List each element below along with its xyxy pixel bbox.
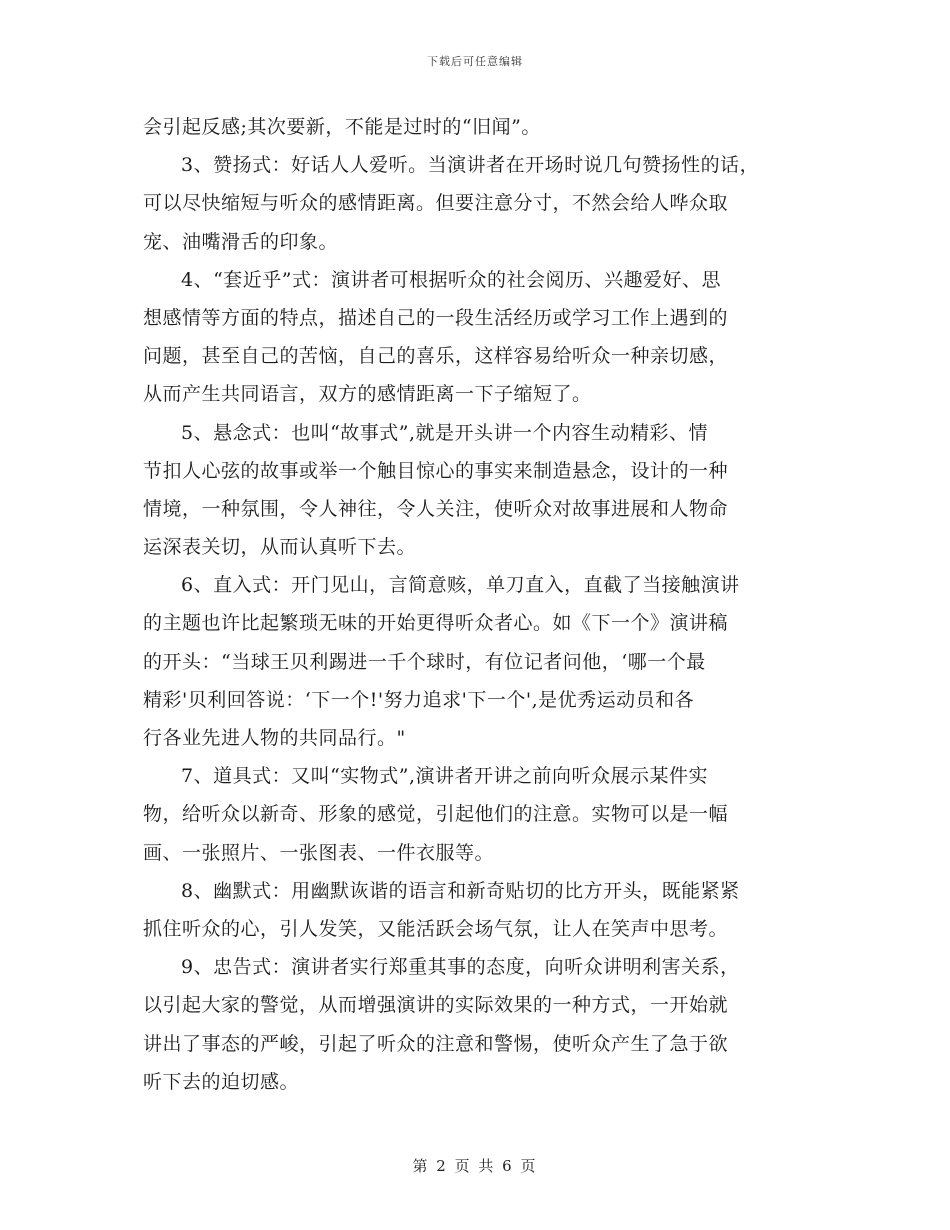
text-line: 画、一张照片、一张图表、一件衣服等。 [143,841,495,864]
paragraph-first-line: 5、悬念式：也叫“故事式”,就是开头讲一个内容生动精彩、情 [181,421,709,444]
text-line: 行各业先进人物的共同品行。" [143,727,406,749]
paragraph-first-line: 8、幽默式：用幽默诙谐的语言和新奇贴切的比方开头，既能紧紧 [181,879,740,902]
paragraph-first-line: 3、赞扬式：好话人人爱听。当演讲者在开场时说几句赞扬性的话， [181,154,760,177]
page-header: 下载后可任意编辑 [427,55,523,68]
text-line: 讲出了事态的严峻，引起了听众的注意和警惕，使听众产生了急于欲 [143,1032,729,1055]
paragraph-first-line: 7、道具式：又叫“实物式”,演讲者开讲之前向听众展示某件实 [181,765,709,788]
text-line: 问题，甚至自己的苦恼，自己的喜乐，这样容易给听众一种亲切感， [143,345,729,368]
text-line: 会引起反感;其次要新，不能是过时的“旧闻”。 [143,116,541,138]
text-line: 精彩'贝利回答说：‘下一个!'努力追求'下一个',是优秀运动员和各 [143,688,695,711]
text-line: 抓住听众的心，引人发笑，又能活跃会场气氛，让人在笑声中思考。 [143,917,729,940]
text-line: 可以尽快缩短与听众的感情距离。但要注意分寸，不然会给人哗众取 [143,192,729,215]
text-line: 听下去的迫切感。 [143,1070,300,1093]
text-line: 想感情等方面的特点，描述自己的一段生活经历或学习工作上遇到的 [143,306,729,329]
paragraph-first-line: 4、“套近乎”式：演讲者可根据听众的社会阅历、兴趣爱好、思 [181,268,722,291]
text-line: 物，给听众以新奇、形象的感觉，引起他们的注意。实物可以是一幅 [143,803,729,826]
text-line: 节扣人心弦的故事或举一个触目惊心的事实来制造悬念，设计的一种 [143,459,729,482]
text-line: 运深表关切，从而认真听下去。 [143,536,417,559]
text-line: 情境，一种氛围，令人神往，令人关注，使听众对故事进展和人物命 [143,497,729,520]
paragraph-first-line: 6、直入式：开门见山，言简意赅，单刀直入，直截了当接触演讲 [181,574,740,597]
page-footer: 第 2 页 共 6 页 [412,1157,538,1175]
text-line: 的主题也许比起繁琐无味的开始更得听众者心。如《下一个》演讲稿 [143,612,729,635]
text-line: 从而产生共同语言，双方的感情距离一下子缩短了。 [143,383,592,406]
document-body [143,108,823,1101]
text-line: 宠、油嘴滑舌的印象。 [143,230,339,253]
text-line: 以引起大家的警觉，从而增强演讲的实际效果的一种方式，一开始就 [143,994,729,1017]
text-line: 的开头：“当球王贝利踢进一千个球时，有位记者问他，‘哪一个最 [143,650,706,673]
paragraph-first-line: 9、忠告式：演讲者实行郑重其事的态度，向听众讲明利害关系， [181,956,740,979]
